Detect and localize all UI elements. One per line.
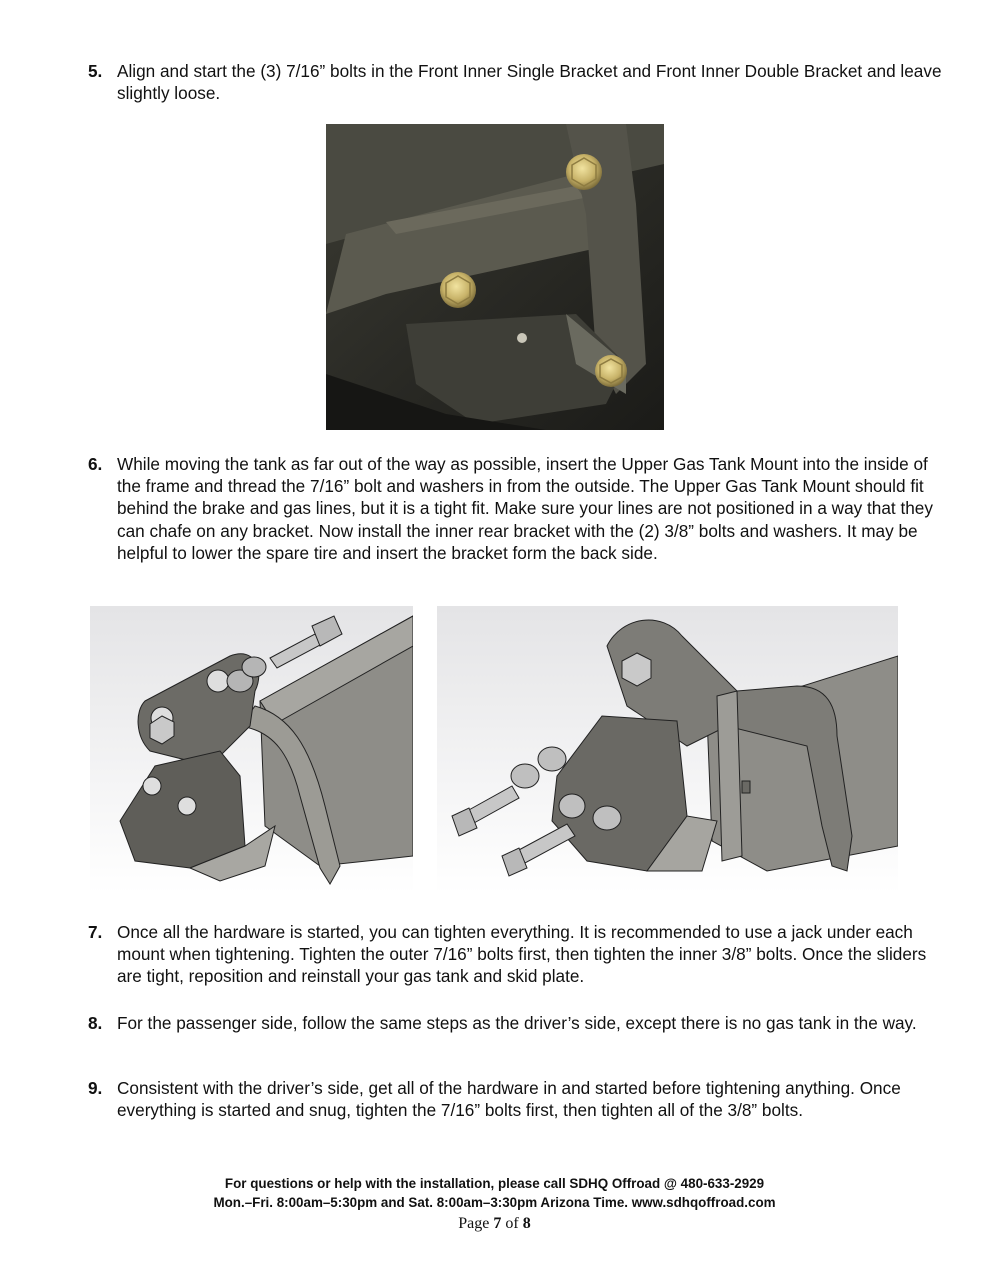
step-6 — [88, 453, 948, 564]
step-8 — [88, 1012, 948, 1034]
step-9 — [88, 1077, 948, 1121]
step-text: Align and start the (3) 7/16” bolts in the Front Inner Single Bracket and Front Inner Double Bracket and leave slightly loose. — [117, 61, 942, 104]
bolt-head — [595, 355, 627, 387]
page-current: 7 — [493, 1215, 502, 1232]
step-text: For the passenger side, follow the same steps as the driver’s side, except there is no gas tank in the way. — [117, 1013, 917, 1033]
step-number: 6. — [88, 454, 103, 474]
footer-contact-line: For questions or help with the installation, please call SDHQ Offroad @ 480-633-2929 — [224, 1176, 765, 1191]
page-prefix: Page — [458, 1215, 494, 1232]
cad-render-outer-bracket — [90, 606, 413, 894]
step-7 — [88, 921, 948, 988]
step-number: 9. — [88, 1078, 103, 1098]
footer-hours-line: Mon.–Fri. 8:00am–5:30pm and Sat. 8:00am–3:30pm Arizona Time. www.sdhqoffroad.com — [213, 1195, 776, 1210]
step-number: 5. — [88, 61, 103, 81]
step-number: 7. — [88, 922, 103, 942]
step-text: Consistent with the driver’s side, get all of the hardware in and started before tightening anything. Once everything is started and snug, tighten the 7/16” bolts first, then tighten all of the 3/8” bolts. — [117, 1078, 901, 1121]
step-text: Once all the hardware is started, you can tighten everything. It is recommended to use a jack under each mount when tightening. Tighten the outer 7/16” bolts first, then tighten the inner 3/8” bolts. Once the sliders are tight, reposition and reinstall your gas tank and skid plate. — [117, 922, 927, 987]
step-number: 8. — [88, 1013, 103, 1033]
page-of: of — [501, 1215, 523, 1232]
installed-bracket-photo — [326, 124, 664, 430]
cad-render-inner-bracket — [437, 606, 898, 894]
bolt-head — [566, 154, 602, 190]
page-total: 8 — [522, 1215, 531, 1232]
step-5 — [88, 60, 948, 104]
page-number — [0, 1215, 989, 1233]
step-text: While moving the tank as far out of the way as possible, insert the Upper Gas Tank Mount into the inside of the frame and thread the 7/16” bolt and washers in from the outside. The Upper Gas Tank Mount should fit behind the brake and gas lines, but it is a tight fit. Make sure your lines are not positioned in a way that they can chafe on any bracket. Now install the inner rear bracket with the (2) 3/8” bolts and washers. It may be helpful to lower the spare tire and insert the bracket form the back side. — [117, 454, 933, 563]
bolt-head — [440, 272, 476, 308]
